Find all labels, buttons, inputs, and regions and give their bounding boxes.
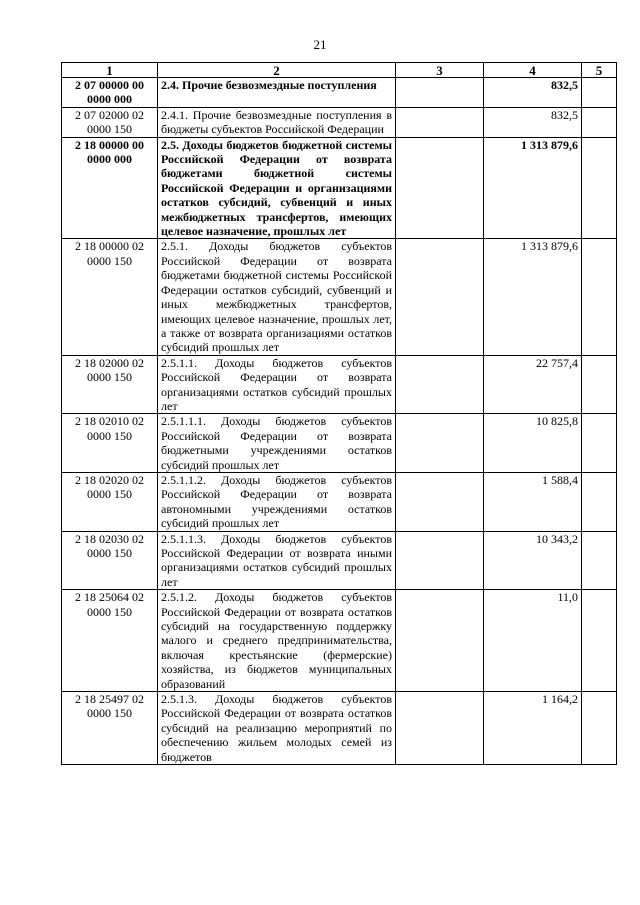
code-cell: 2 07 00000 00 0000 000	[62, 78, 158, 108]
name-cell: 2.5.1.2. Доходы бюджетов субъектов Российской Федерации от возврата остатков субсидий на государственную поддержку малого и среднего предпринимательства, включая крестьянские (фермерские) хозяйства, из бюджетов муниципальных образований	[158, 590, 396, 692]
table-row	[62, 78, 617, 108]
table-row	[62, 107, 617, 137]
code-cell: 2 18 02020 02 0000 150	[62, 472, 158, 531]
amount-cell: 11,0	[484, 590, 582, 692]
table-row	[62, 692, 617, 765]
header-col-2: 2	[158, 63, 396, 78]
header-col-1: 1	[62, 63, 158, 78]
code-cell: 2 07 02000 02 0000 150	[62, 107, 158, 137]
col3-cell	[396, 590, 484, 692]
col3-cell	[396, 531, 484, 590]
name-cell: 2.5.1.1. Доходы бюджетов субъектов Российской Федерации от возврата организациями остатков субсидий прошлых лет	[158, 355, 396, 414]
amount-cell: 1 313 879,6	[484, 137, 582, 239]
name-cell: 2.5.1. Доходы бюджетов субъектов Российской Федерации от возврата бюджетами бюджетной системы Российской Федерации остатков субсидий, субвенций и иных межбюджетных трансфертов, имеющих целевое назначение, прошлых лет, а также от возврата организациями остатков субсидий прошлых лет	[158, 239, 396, 355]
code-cell: 2 18 02000 02 0000 150	[62, 355, 158, 414]
code-cell: 2 18 25497 02 0000 150	[62, 692, 158, 765]
name-cell: 2.4.1. Прочие безвозмездные поступления в бюджеты субъектов Российской Федерации	[158, 107, 396, 137]
code-cell: 2 18 00000 00 0000 000	[62, 137, 158, 239]
col5-cell	[582, 414, 617, 473]
col5-cell	[582, 107, 617, 137]
name-cell: 2.5.1.1.2. Доходы бюджетов субъектов Российской Федерации от возврата автономными учреждениями остатков субсидий прошлых лет	[158, 472, 396, 531]
col5-cell	[582, 590, 617, 692]
table-row	[62, 531, 617, 590]
table-row	[62, 239, 617, 355]
col5-cell	[582, 239, 617, 355]
page-number: 21	[313, 37, 327, 52]
col5-cell	[582, 472, 617, 531]
table-row	[62, 137, 617, 239]
header-col-4: 4	[484, 63, 582, 78]
code-cell: 2 18 02030 02 0000 150	[62, 531, 158, 590]
amount-cell: 832,5	[484, 107, 582, 137]
amount-cell: 1 164,2	[484, 692, 582, 765]
col5-cell	[582, 78, 617, 108]
col3-cell	[396, 355, 484, 414]
col5-cell	[582, 531, 617, 590]
amount-cell: 1 313 879,6	[484, 239, 582, 355]
table-row	[62, 590, 617, 692]
col3-cell	[396, 107, 484, 137]
code-cell: 2 18 25064 02 0000 150	[62, 590, 158, 692]
col3-cell	[396, 239, 484, 355]
table-header-row	[62, 63, 617, 78]
amount-cell: 10 343,2	[484, 531, 582, 590]
col3-cell	[396, 472, 484, 531]
name-cell: 2.5.1.3. Доходы бюджетов субъектов Российской Федерации от возврата остатков субсидий на реализацию мероприятий по обеспечению жильем молодых семей из бюджетов	[158, 692, 396, 765]
table-row	[62, 472, 617, 531]
table-body	[62, 78, 617, 765]
name-cell: 2.5. Доходы бюджетов бюджетной системы Российской Федерации от возврата бюджетами бюджетной системы Российской Федерации и организациями остатков субсидий, субвенций и иных межбюджетных трансфертов, имеющих целевое назначение, прошлых лет	[158, 137, 396, 239]
amount-cell: 22 757,4	[484, 355, 582, 414]
col3-cell	[396, 414, 484, 473]
amount-cell: 832,5	[484, 78, 582, 108]
name-cell: 2.5.1.1.1. Доходы бюджетов субъектов Российской Федерации от возврата бюджетными учреждениями остатков субсидий прошлых лет	[158, 414, 396, 473]
code-cell: 2 18 02010 02 0000 150	[62, 414, 158, 473]
name-cell: 2.4. Прочие безвозмездные поступления	[158, 78, 396, 108]
col3-cell	[396, 78, 484, 108]
header-col-3: 3	[396, 63, 484, 78]
table-row	[62, 355, 617, 414]
code-cell: 2 18 00000 02 0000 150	[62, 239, 158, 355]
budget-revenue-table	[61, 62, 617, 765]
amount-cell: 1 588,4	[484, 472, 582, 531]
table-row	[62, 414, 617, 473]
header-col-5: 5	[582, 63, 617, 78]
col5-cell	[582, 692, 617, 765]
col3-cell	[396, 692, 484, 765]
col3-cell	[396, 137, 484, 239]
name-cell: 2.5.1.1.3. Доходы бюджетов субъектов Российской Федерации от возврата иными организациями остатков субсидий прошлых лет	[158, 531, 396, 590]
col5-cell	[582, 355, 617, 414]
amount-cell: 10 825,8	[484, 414, 582, 473]
col5-cell	[582, 137, 617, 239]
